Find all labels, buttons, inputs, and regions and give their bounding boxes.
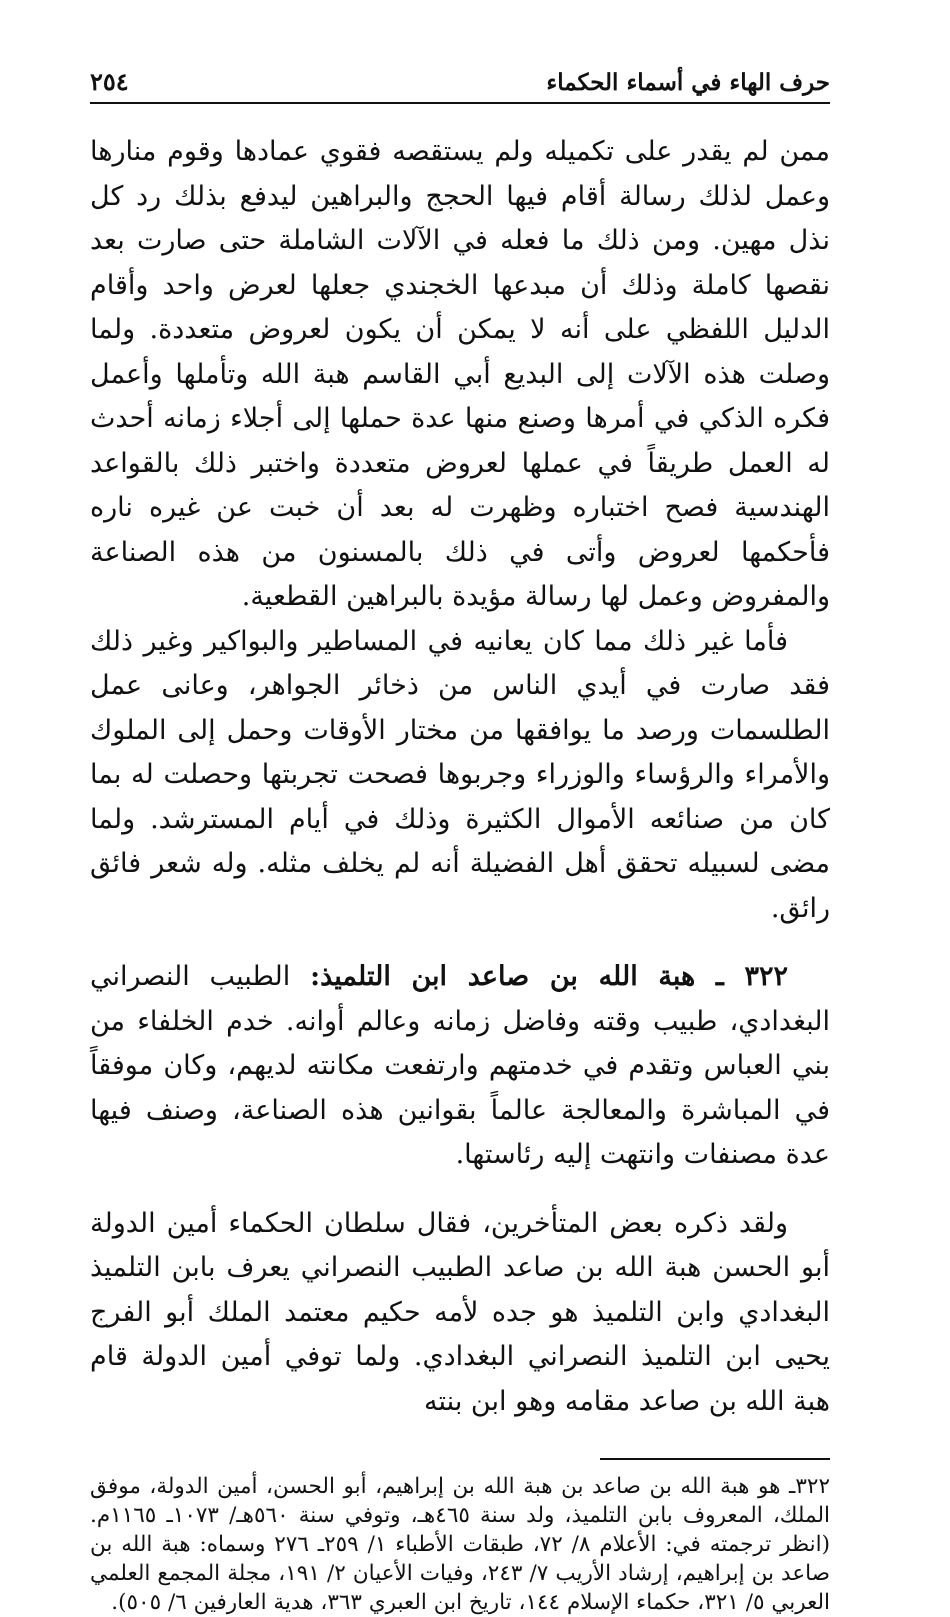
footnote: ٣٢٢ـ هو هبة الله بن صاعد بن هبة الله بن إبراهيم، أبو الحسن، أمين الدولة، موفق الملك، المعروف بابن التلميذ، ولد سنة ٤٦٥هـ، وتوفي سنة ٥٦٠هـ/ ١٠٧٣ـ ١١٦٥م. (انظر ترجمته في: الأعلام ٨/ ٧٢، طبقات الأطباء ١/ ٢٥٩ـ ٢٧٦ وسماه: هبة الله بن صاعد بن إبراهيم، إرشاد الأريب ٧/ ٢٤٣، وفيات الأعيان ٢/ ١٩١، مجلة المجمع العلمي العربي ٥/ ٣٢١، حكماء الإسلام ١٤٤، تاريخ ابن العبري ٣٦٣، هدية العارفين ٦/ ٥٠٥). [90, 1474, 830, 1615]
page-header [90, 58, 830, 104]
entry-title: ٣٢٢ ـ هبة الله بن صاعد ابن التلميذ: [310, 961, 789, 992]
main-text [90, 130, 830, 1424]
running-title: حرف الهاء في أسماء الحكماء [546, 69, 830, 96]
paragraph-talismans: فأما غير ذلك مما كان يعانيه في المساطير والبواكير وغير ذلك فقد صارت في أيدي الناس من ذخائر الجواهر، وعانى عمل الطلسمات ورصد ما يوافقها من مختار الأوقات وحمل إلى الملوك والأمراء والرؤساء والوزراء وجربوها فصحت تجربتها وحصلت له بما كان من صنائعه الأموال الكثيرة وذلك في أيام المسترشد. ولما مضى لسبيله تحقق أهل الفضيلة أنه لم يخلف مثله. وله شعر فائق رائق. [90, 625, 830, 924]
page-number: ٢٥٤ [90, 67, 129, 96]
entry-text: الطبيب النصراني البغدادي، طبيب وقته وفاضل زمانه وعالم أوانه. خدم الخلفاء من بني العباس وتقدم في خدمتهم وارتفعت مكانته لديهم، وكان موفقاً في المباشرة والمعالجة عالماً بقوانين هذه الصناعة، وصنف فيها عدة مصنفات وانتهت إليه رئاستها. [90, 961, 830, 1170]
footnote-separator [600, 1458, 830, 1460]
paragraph-biography: ولقد ذكره بعض المتأخرين، فقال سلطان الحكماء أمين الدولة أبو الحسن هبة الله بن صاعد الطبيب النصراني يعرف بابن التلميذ البغدادي وابن التلميذ هو جده لأمه حكيم معتمد الملك أبو الفرج يحيى ابن التلميذ النصراني البغدادي. ولما توفي أمين الدولة قام هبة الله بن صاعد مقامه وهو ابن بنته [90, 1207, 830, 1417]
entry-322 [90, 955, 830, 1178]
paragraph-continuation: ممن لم يقدر على تكميله ولم يستقصه فقوي عمادها وقوم منارها وعمل لذلك رسالة أقام فيها الحجج والبراهين ليدفع بذلك رد كل نذل مهين. ومن ذلك ما فعله في الآلات الشاملة حتى صارت بعد نقصها كاملة وذلك أن مبدعها الخجندي جعلها لعرض واحد وأقام الدليل اللفظي على أنه لا يمكن أن يكون لعروض متعددة. ولما وصلت هذه الآلات إلى البديع أبي القاسم هبة الله وتأملها وأعمل فكره الذكي في أمرها وصنع منها عدة حملها إلى أجلاء زمانه أحدث له العمل طريقاً في عملها لعروض متعددة واختبر ذلك بالقواعد الهندسية فصح اختباره وظهرت له بعد أن خبت عن غيره ناره فأحكمها لعروض وأتى في ذلك بالمسنون من هذه الصناعة والمفروض وعمل لها رسالة مؤيدة بالبراهين القطعية. [90, 136, 830, 612]
book-page [90, 58, 830, 1615]
